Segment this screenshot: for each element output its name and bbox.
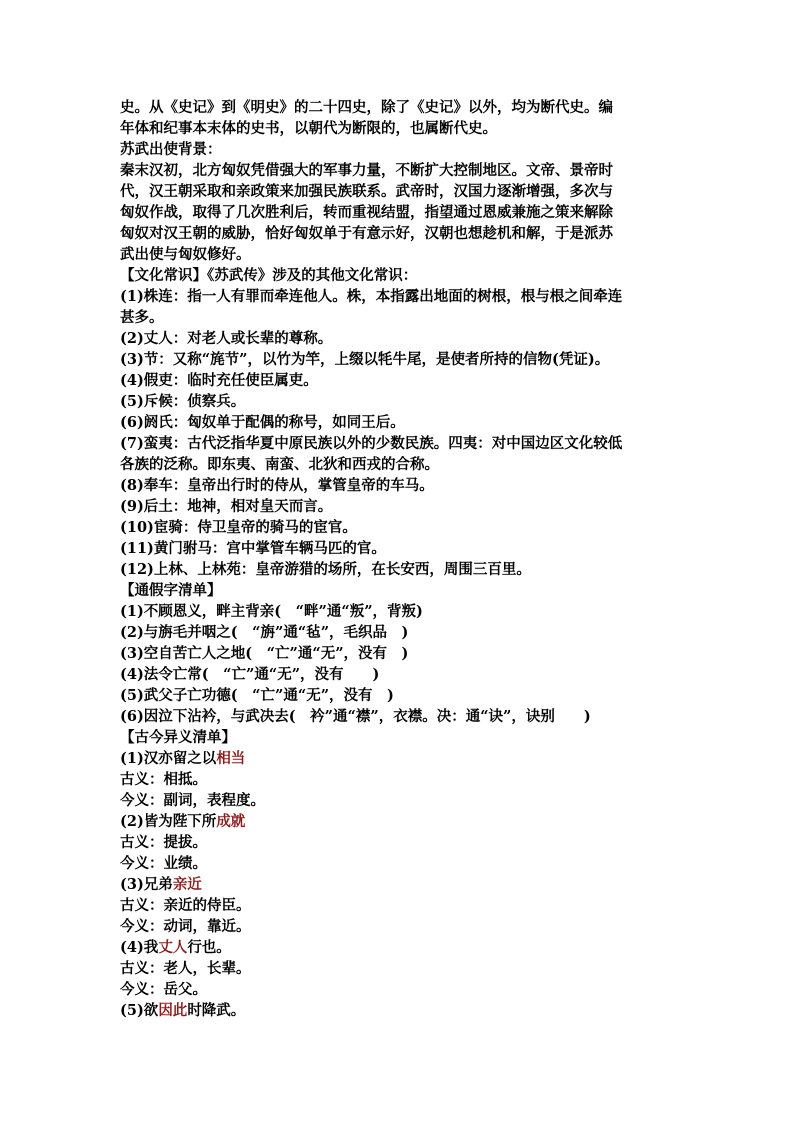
background-line: 秦末汉初，北方匈奴凭借强大的军事力量，不断扩大控制地区。文帝、景帝时 (120, 162, 613, 179)
culture-line: (5)斥候：侦察兵。 (120, 393, 246, 410)
culture-line: (4)假吏：临时充任使臣属吏。 (120, 372, 318, 389)
background-line: 代，汉王朝采取和亲政策来加强民族联系。武帝时，汉国力逐渐增强，多次与 (120, 183, 613, 200)
guyi-example-prefix: (1)汉亦留之以 (120, 750, 217, 767)
guyi-example-prefix: (4)我 (120, 939, 159, 956)
background-line: 匈奴对汉王朝的威胁，恰好匈奴单于有意示好，汉朝也想趁机和解，于是派苏 (120, 225, 613, 242)
culture-line: (8)奉车：皇帝出行时的侍从，掌管皇帝的车马。 (120, 477, 434, 494)
tongjia-heading: 【通假字清单】 (120, 582, 222, 599)
culture-line: (7)蛮夷：古代泛指华夏中原民族以外的少数民族。四夷：对中国边区文化较低 (120, 435, 623, 452)
intro-line: 年体和纪事本末体的史书，以朝代为断限的，也属断代史。 (120, 120, 497, 137)
culture-line: 甚多。 (120, 309, 164, 326)
guyi-modern-meaning: 今义：业绩。 (120, 855, 207, 872)
culture-line: 各族的泛称。即东夷、南蛮、北狄和西戎的合称。 (120, 456, 439, 473)
guyi-modern-meaning: 今义：副词，表程度。 (120, 792, 265, 809)
tongjia-line: (4)法令亡常( “亡”通“无”，没有 ) (120, 666, 380, 683)
intro-line: 史。从《史记》到《明史》的二十四史，除了《史记》以外，均为断代史。编 (120, 99, 613, 116)
guyi-example (120, 937, 680, 958)
guyi-ancient-meaning: 古义：提拔。 (120, 834, 207, 851)
tongjia-line: (3)空自苦亡人之地( “亡”通“无”，没有 ) (120, 645, 409, 662)
guyi-keyword: 成就 (216, 813, 246, 830)
background-heading: 苏武出使背景： (120, 141, 222, 158)
guyi-example-suffix: 时降武。 (187, 1002, 246, 1019)
guyi-modern-meaning: 今义：动词，靠近。 (120, 918, 251, 935)
culture-line: (6)阏氏：匈奴单于配偶的称号，如同王后。 (120, 414, 405, 431)
guyi-ancient-meaning: 古义：亲近的侍臣。 (120, 897, 251, 914)
culture-heading: 【文化常识】《苏武传》涉及的其他文化常识： (120, 267, 418, 284)
culture-line: (12)上林、上林苑：皇帝游猎的场所，在长安西，周围三百里。 (120, 561, 531, 578)
culture-line: (1)株连：指一人有罪而牵连他人。株，本指露出地面的树根，根与根之间牵连 (120, 288, 623, 305)
guyi-example (120, 1000, 680, 1021)
guyi-example-prefix: (3)兄弟 (120, 876, 173, 893)
guyi-keyword: 相当 (216, 750, 246, 767)
guyi-example-prefix: (5)欲 (120, 1002, 159, 1019)
culture-line: (3)节：又称“旄节”，以竹为竿，上缀以牦牛尾，是使者所持的信物(凭证)。 (120, 351, 610, 368)
tongjia-line: (1)不顾恩义，畔主背亲( “畔”通“叛”，背叛) (120, 603, 423, 620)
culture-line: (10)宦骑：侍卫皇帝的骑马的宦官。 (120, 519, 357, 536)
guyi-example (120, 811, 680, 832)
document-body (120, 97, 680, 1021)
tongjia-line: (5)武父子亡功德( “亡”通“无”，没有 ) (120, 687, 394, 704)
guyi-keyword: 亲近 (172, 876, 202, 893)
tongjia-line: (2)与旃毛并咽之( “旃”通“毡”，毛织品 ) (120, 624, 409, 641)
guyi-example-suffix: 行也。 (187, 939, 231, 956)
guyi-keyword: 因此 (158, 1002, 188, 1019)
tongjia-line: (6)因泣下沾衿，与武决去( 衿”通“襟”，衣襟。决：通“诀”，诀别 ) (120, 708, 591, 725)
guyi-keyword: 丈人 (158, 939, 188, 956)
guyi-example (120, 748, 680, 769)
culture-line: (2)丈人：对老人或长辈的尊称。 (120, 330, 333, 347)
culture-line: (11)黄门驸马：宫中掌管车辆马匹的官。 (120, 540, 386, 557)
guyi-example (120, 874, 680, 895)
guyi-ancient-meaning: 古义：相抵。 (120, 771, 207, 788)
guyi-example-prefix: (2)皆为陛下所 (120, 813, 217, 830)
guyi-modern-meaning: 今义：岳父。 (120, 981, 207, 998)
culture-line: (9)后土：地神，相对皇天而言。 (120, 498, 333, 515)
background-line: 匈奴作战，取得了几次胜利后，转而重视结盟，指望通过恩威兼施之策来解除 (120, 204, 613, 221)
guyi-ancient-meaning: 古义：老人，长辈。 (120, 960, 251, 977)
guyi-heading: 【古今异义清单】 (120, 729, 236, 746)
background-line: 武出使与匈奴修好。 (120, 246, 251, 263)
